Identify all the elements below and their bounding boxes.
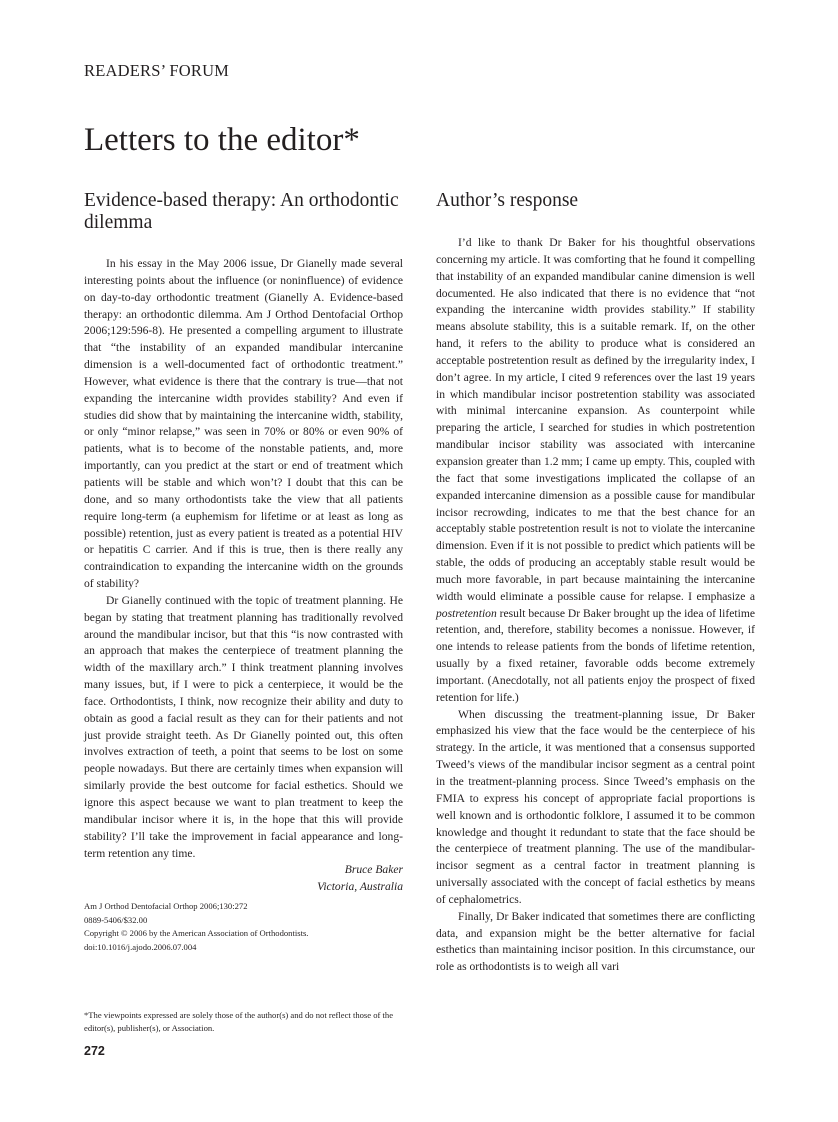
- response-column: [436, 190, 755, 976]
- author-name: Bruce Baker: [344, 863, 403, 877]
- citation-block: [84, 900, 403, 954]
- response-p1-text: I’d like to thank Dr Baker for his thoughtful observations concerning my article. It was comforting that he found it compelling that instability of an expanded mandibular canine dimension is well documented. He also indicated that there is no evidence that “not expanding the intercanine width provides stability.” If stability means absolute stability, this is a suitable remark. If, on the other hand, it refers to the ability to produce what is considered an acceptable postretention result as defined by the irregularity index, I don’t agree. In my article, I cited 9 references over the last 19 years in which mandibular incisor postretention stability was associated with minimal intercanine expansion. As counterpoint while preparing the article, I searched for studies in which postretention mandibular incisor stability was associated with intercanine expansion greater than 1.2 mm; I came up empty. This, coupled with the fact that some investigations implicated the collapse of an expanded intercanine dimension as a possible cause for mandibular incisor recrowding, indicates to me that the best chance for an acceptably stable postretention result is not to violate the intercanine dimension. Even if it is not possible to predict which patients will be stable, the odds of producing an acceptably stable result would be much more favorable, in part because maintaining the intercanine width would eliminate a possible cause for relapse. I emphasize a: [436, 236, 755, 603]
- page-number: 272: [84, 1044, 105, 1058]
- response-paragraph-2: When discussing the treatment-planning issue, Dr Baker emphasized his view that the face would be the centerpiece of his strategy. In the article, it was mentioned that a consensus supported Tweed’s views of the mandibular incisor segment as a central point in the treatment-planning process. Since Tweed’s emphasis on the FMIA to express his concept of appropriate facial proportions is well known and is orthodontic folklore, I assumed it to be common knowledge and thought it redundant to state that the face should be the centerpiece of treatment planning. The use of the mandibular-incisor segment as a central factor in treatment planning is universally associated with the concept of facial esthetics by means of cephalometrics.: [436, 707, 755, 906]
- footnote: *The viewpoints expressed are solely those of the author(s) and do not reflect those of the editor(s), publisher(s), or Association.: [84, 1010, 394, 1033]
- author-location: Victoria, Australia: [317, 880, 403, 894]
- section-label: READERS’ FORUM: [84, 61, 230, 80]
- response-heading: Author’s response: [436, 190, 579, 211]
- citation-issn: 0889-5406/$32.00: [84, 914, 148, 925]
- response-p1-emphasis: postretention: [436, 606, 497, 620]
- response-paragraph-1: [436, 235, 755, 707]
- response-p1-text-cont: result because Dr Baker brought up the idea of lifetime retention, and, therefore, stability becomes a nonissue. However, if one intends to release patients from the bonds of lifetime retention, usually by a fixed retainer, favorable odds become extremely important. (Anecdotally, not all patients enjoy the prospect of fixed retention for life.): [436, 606, 755, 704]
- response-paragraph-3: Finally, Dr Baker indicated that sometimes there are conflicting data, and expansion might be the better alternative for facial esthetics than maintaining incisor position. In this circumstance, our role as orthodontists is to weigh all vari: [436, 909, 755, 974]
- letter-paragraph-1: In his essay in the May 2006 issue, Dr Gianelly made several interesting points about the influence (or noninfluence) of evidence on day-to-day orthodontic treatment (Gianelly A. Evidence-based therapy: an orthodontic dilemma. Am J Orthod Dentofacial Orthop 2006;129:596-8). He presented a compelling argument to illustrate that “the instability of an expanded mandibular intercanine dimension is a well-documented fact of orthodontic treatment.” However, what evidence is there that the contrary is true—that not expanding the intercanine width provides stability? And even if studies did show that by maintaining the intercanine width, stability, or only “minor relapse,” was seen in 70% or 80% or even 90% of patients, what is to become of the nonstable patients, and, more importantly, can you predict at the start or end of treatment which patients will be stable and which won’t? I doubt that this can be done, and so many orthodontists take the view that all patients require long-term (a euphemism for lifetime or at least as long as possible) retention, just as every patient is treated as a potential HIV or hepatitis C carrier. And if this is true, then is there really any contraindication to expanding the intercanine width on the grounds of stability?: [84, 257, 403, 591]
- letter-column: [84, 190, 403, 954]
- letter-heading: Evidence-based therapy: An orthodontic dilemma: [84, 190, 399, 233]
- letter-paragraph-2: Dr Gianelly continued with the topic of treatment planning. He began by stating that treatment planning has traditionally revolved around the mandibular incisor, but that this “is now contrasted with an approach that makes the centerpiece of treatment planning the width of the maxillary arch.” I think treatment planning involves many issues, but, if I were to pick a centerpiece, it would be the face. Orthodontists, I think, now recognize their ability and duty to obtain as good a facial result as they can for their patients and not just provide straight teeth. As Dr Gianelly pointed out, this often involves extraction of teeth, a point that seems to be lost on some people nowadays. But there are certainly times when expansion will similarly provide the best outcome for facial esthetics. Should we ignore this aspect because we want to plan treatment to keep the mandibular incisor where it is, in the hope that this will provide stability? I’ll take the improvement in facial appearance and long-term retention any time.: [84, 593, 403, 860]
- citation-doi[interactable]: doi:10.1016/j.ajodo.2006.07.004: [84, 941, 197, 952]
- page-title: Letters to the editor*: [84, 122, 360, 158]
- citation-journal: Am J Orthod Dentofacial Orthop 2006;130:272: [84, 901, 248, 912]
- citation-copyright: Copyright © 2006 by the American Association of Orthodontists.: [84, 928, 309, 939]
